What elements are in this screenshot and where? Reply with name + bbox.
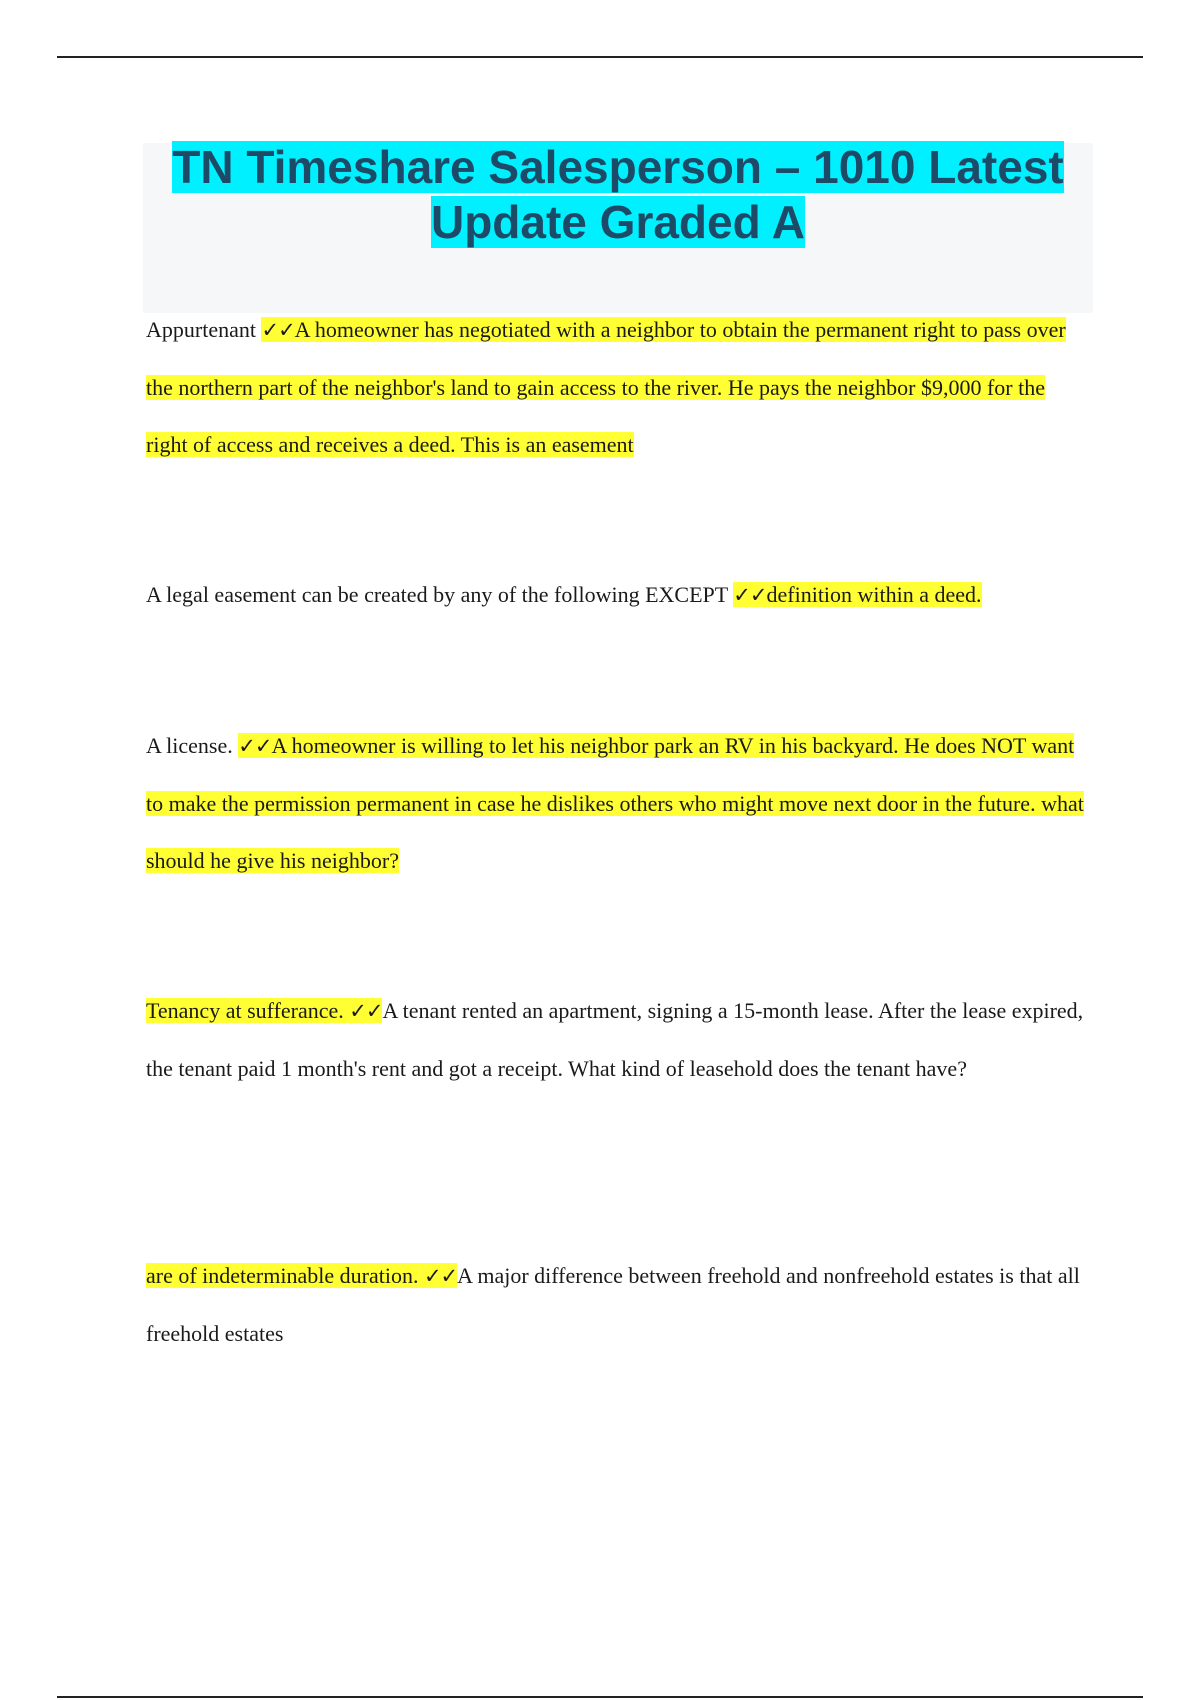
highlighted-segment [733,582,981,607]
double-check-icon: ✓✓ [261,318,295,342]
highlighted-segment [146,1263,457,1288]
answer-text: definition within a deed. [766,582,982,607]
qa-entry-5 [146,1247,1086,1362]
question-text: A legal easement can be created by any of the following EXCEPT [146,582,728,607]
document-title [143,140,1093,250]
double-check-icon: ✓✓ [733,583,767,607]
answer-text: Appurtenant [146,317,256,342]
answer-text: are of indeterminable duration. [146,1263,419,1288]
document-title-text: TN Timeshare Salesperson – 1010 Latest Update Graded A [172,141,1064,248]
qa-entry-4 [146,982,1086,1097]
top-rule [57,56,1143,58]
question-text: A major difference between freehold and nonfreehold estates is that all freehold estates [146,1263,1080,1346]
question-text: A tenant rented an apartment, signing a 15-month lease. After the lease expired, the tenant paid 1 month's rent and got a receipt. What kind of leasehold does the tenant have? [146,998,1084,1081]
question-text: A homeowner has negotiated with a neighbor to obtain the permanent right to pass over the northern part of the neighbor's land to gain access to the river. He pays the neighbor $9,000 for the right of access and receives a deed. This is an easement [146,317,1066,457]
highlighted-segment [146,317,1066,457]
qa-entry-3 [146,717,1086,889]
answer-text: Tenancy at sufferance. [146,998,344,1023]
double-check-icon: ✓✓ [349,999,383,1023]
double-check-icon: ✓✓ [423,1264,458,1288]
double-check-icon: ✓✓ [238,734,272,758]
highlighted-segment [146,733,1084,873]
answer-text: A license. [146,733,233,758]
highlighted-segment [146,998,382,1023]
qa-entry-1 [146,301,1086,473]
question-text: A homeowner is willing to let his neighbor park an RV in his backyard. He does NOT want to make the permission permanent in case he dislikes others who might move next door in the future. what should he give his neighbor? [146,733,1084,873]
qa-entry-2 [146,566,1086,624]
bottom-rule [57,1696,1143,1698]
